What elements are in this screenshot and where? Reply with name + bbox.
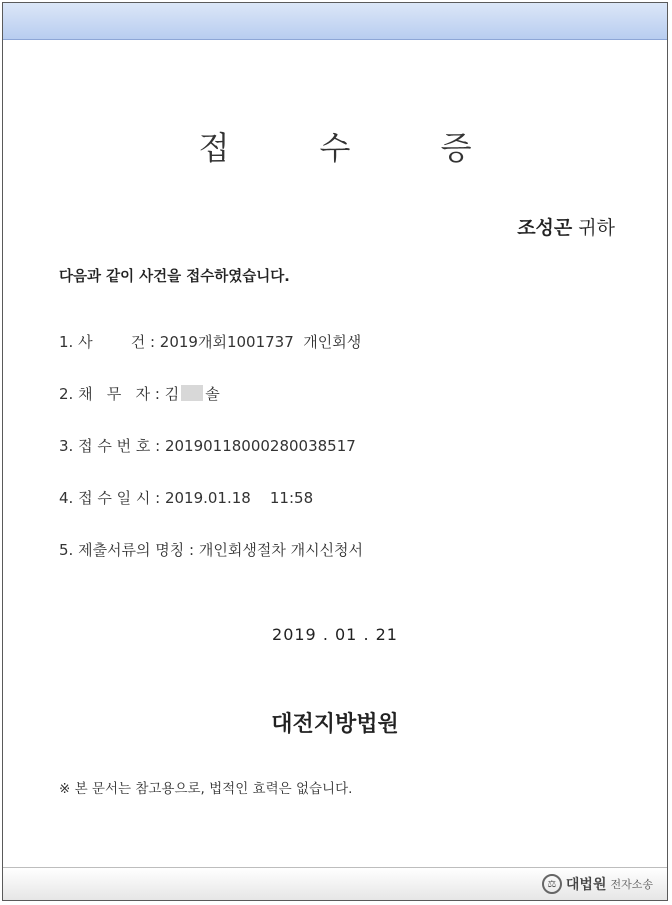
item-value: 2019.01.18 11:58 <box>164 489 314 507</box>
item-value-post: 솔 <box>205 385 220 403</box>
item-label: 2. 채 무 자 : <box>59 385 165 403</box>
item-label: 5. 제출서류의 명칭 : <box>59 541 199 559</box>
item-value: 개인회생절차 개시신청서 <box>198 541 364 559</box>
item-document-name <box>59 539 363 560</box>
document-title: 접 수 증 <box>198 129 512 167</box>
top-bar <box>3 3 667 40</box>
item-receipt-number <box>59 435 356 456</box>
court-name: 대전지방법원 <box>271 711 399 737</box>
item-debtor <box>59 383 220 404</box>
item-label: 1. 사 건 : <box>59 333 160 351</box>
item-value: 2019개회1001737 개인회생 <box>159 333 362 351</box>
recipient-suffix: 귀하 <box>572 217 615 239</box>
footer-bar <box>3 867 667 900</box>
item-value: 20190118000280038517 <box>164 437 356 455</box>
item-label: 3. 접 수 번 호 : <box>59 437 165 455</box>
logo-sub: 전자소송 <box>610 878 653 891</box>
recipient <box>517 213 615 240</box>
item-value-pre: 김 <box>164 385 180 403</box>
intro-text: 다음과 같이 사건을 접수하였습니다. <box>59 269 290 285</box>
item-label: 4. 접 수 일 시 : <box>59 489 165 507</box>
court-seal-icon: ⚖ <box>542 874 562 894</box>
ecourt-logo[interactable] <box>542 874 653 894</box>
item-case <box>59 331 361 352</box>
recipient-name: 조성곤 <box>517 217 573 239</box>
issue-date: 2019 . 01 . 21 <box>272 625 398 644</box>
redaction-mask <box>181 385 203 401</box>
logo-brand: 대법원 <box>565 877 607 893</box>
disclaimer-note: ※ 본 문서는 참고용으로, 법적인 효력은 없습니다. <box>59 781 353 797</box>
document-frame <box>2 2 668 901</box>
item-receipt-datetime <box>59 487 313 508</box>
